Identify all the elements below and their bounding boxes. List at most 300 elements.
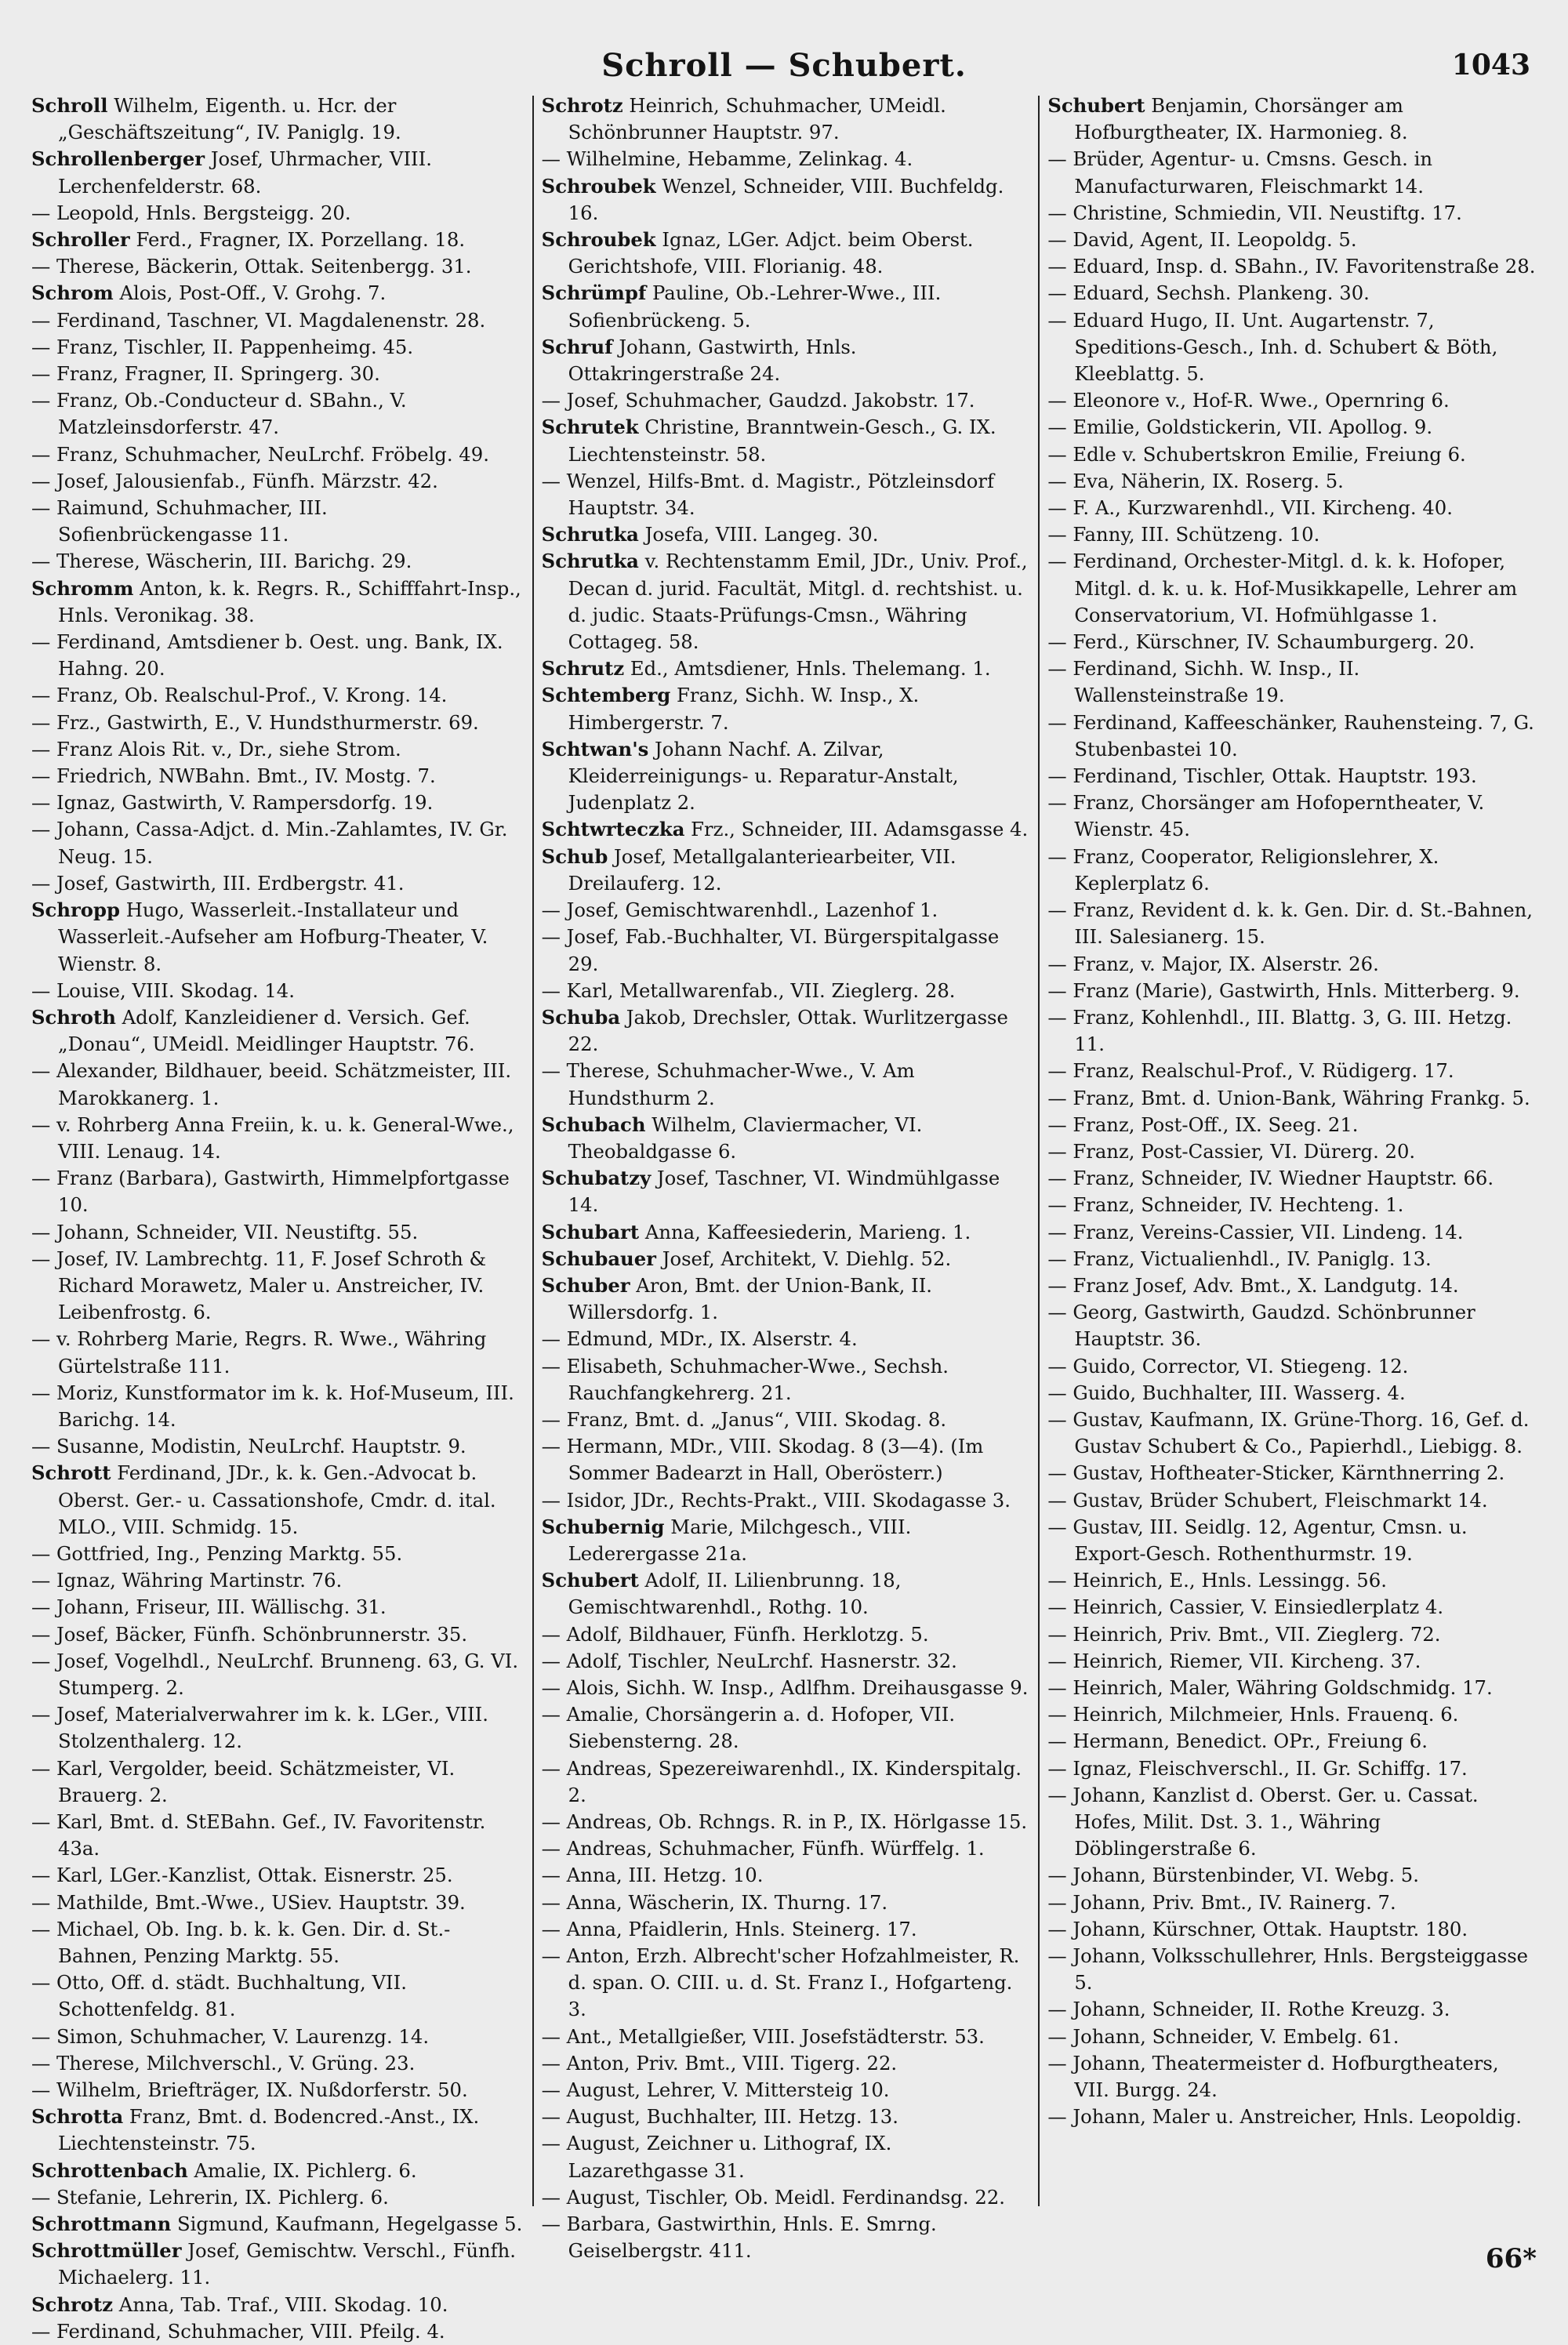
entry-text: — Guido, Corrector, VI. Stiegeng. 12. [1047, 1354, 1409, 1378]
directory-entry [542, 1353, 1031, 1407]
directory-entry [31, 468, 524, 495]
entry-text: — David, Agent, II. Leopoldg. 5. [1047, 228, 1357, 252]
entry-text: — Heinrich, Cassier, V. Einsiedlerplatz 4. [1047, 1595, 1444, 1619]
entry-surname: Schuber [541, 1273, 630, 1297]
entry-text: — Anna, Wäscherin, IX. Thurng. 17. [541, 1890, 888, 1914]
entry-surname: Schropp [31, 898, 120, 922]
entry-surname: Schrutek [541, 416, 639, 439]
entry-text: — Therese, Bäckerin, Ottak. Seitenbergg. 31. [31, 255, 472, 278]
directory-entry [542, 1809, 1031, 1835]
entry-text: — Simon, Schuhmacher, V. Laurenzg. 14. [31, 2024, 430, 2048]
directory-entry [1047, 1085, 1537, 1112]
directory-entry [31, 763, 524, 790]
directory-entry [1047, 1889, 1537, 1916]
entry-text: — Josef, Gastwirth, III. Erdbergstr. 41. [31, 871, 405, 895]
entry-text: — Moriz, Kunstformator im k. k. Hof-Museum, III. Barichg. 14. [31, 1381, 514, 1431]
entry-text: — Anton, Priv. Bmt., VIII. Tigerg. 22. [541, 2051, 898, 2075]
entry-text: — Franz Josef, Adv. Bmt., X. Landgutg. 14. [1047, 1273, 1459, 1297]
directory-entry [1047, 1353, 1537, 1380]
directory-entry [31, 1433, 524, 1460]
directory-entry [31, 93, 524, 146]
entry-text: Josef, Uhrmacher, VIII. Lerchenfelderstr. 68. [58, 147, 432, 198]
directory-entry [542, 521, 1031, 548]
entry-text: — Ant., Metallgießer, VIII. Josefstädterstr. 53. [541, 2024, 985, 2048]
directory-entry [542, 1648, 1031, 1675]
directory-entry [31, 736, 524, 763]
entry-surname: Schroubek [541, 174, 656, 198]
column-1 [24, 93, 532, 2343]
directory-entry [542, 682, 1031, 735]
entry-text: — Karl, Bmt. d. StEBahn. Gef., IV. Favoritenstr. 43a. [31, 1810, 486, 1860]
entry-text: — Johann, Friseur, III. Wällischg. 31. [31, 1595, 387, 1619]
entry-text: Josef, Taschner, VI. Windmühlgasse 14. [568, 1167, 1000, 1217]
directory-entry [1047, 655, 1537, 709]
entry-text: — Franz, Schneider, IV. Wiedner Hauptstr. 66. [1047, 1167, 1494, 1190]
entry-surname: Schubach [541, 1113, 646, 1136]
entry-text: — Christine, Schmiedin, VII. Neustiftg. 17. [1047, 201, 1462, 224]
directory-entry [1047, 951, 1537, 978]
directory-entry [31, 1567, 524, 1594]
entry-text: — Karl, Metallwarenfab., VII. Zieglerg. 28. [541, 978, 956, 1002]
entry-text: Ferdinand, JDr., k. k. Gen.-Advocat b. Oberst. Ger.- u. Cassationshofe, Cmdr. d. ital. MLO., VIII. Schmidg. 15. [58, 1461, 496, 1538]
entry-text: — Josef, Schuhmacher, Gaudzd. Jakobstr. 17. [541, 389, 975, 412]
entry-text: — Therese, Wäscherin, III. Barichg. 29. [31, 550, 412, 573]
directory-entry [31, 200, 524, 227]
entry-surname: Schrotz [541, 94, 623, 117]
directory-entry [1047, 548, 1537, 629]
entry-surname: Schroubek [541, 228, 656, 252]
entry-text: — August, Buchhalter, III. Hetzg. 13. [541, 2105, 898, 2129]
directory-entry [542, 2077, 1031, 2104]
directory-entry [31, 2077, 524, 2104]
directory-entry [1047, 1701, 1537, 1728]
directory-entry [31, 361, 524, 387]
entry-surname: Schtwan's [541, 737, 649, 760]
directory-entry [542, 924, 1031, 977]
entry-text: — Heinrich, E., Hnls. Lessingg. 56. [1047, 1569, 1387, 1592]
entry-text: — Franz, Kohlenhdl., III. Blattg. 3, G. III. Hetzg. 11. [1047, 1005, 1512, 1056]
directory-entry [542, 227, 1031, 280]
directory-entry [31, 629, 524, 682]
directory-entry [31, 1112, 524, 1165]
directory-entry [31, 2104, 524, 2157]
directory-entry [31, 1969, 524, 2023]
directory-entry [542, 173, 1031, 227]
directory-entry [542, 1514, 1031, 1567]
entry-text: — Franz, Ob. Realschul-Prof., V. Krong. 14. [31, 684, 448, 707]
entry-text: — v. Rohrberg Marie, Regrs. R. Wwe., Währing Gürtelstraße 111. [31, 1327, 487, 1378]
directory-entry [542, 414, 1031, 467]
directory-entry [1047, 2050, 1537, 2104]
entry-text: — Franz, Schneider, IV. Hechteng. 1. [1047, 1193, 1404, 1217]
entry-text: — Johann, Schneider, VII. Neustiftg. 55. [31, 1220, 419, 1243]
entry-text: — August, Tischler, Ob. Meidl. Ferdinandsg. 22. [541, 2185, 1006, 2209]
directory-entry [31, 2292, 524, 2318]
entry-text: — v. Rohrberg Anna Freiin, k. u. k. General-Wwe., VIII. Lenaug. 14. [31, 1113, 514, 1163]
directory-entry [542, 468, 1031, 521]
directory-entry [31, 1916, 524, 1969]
entry-text: — Franz Alois Rit. v., Dr., siehe Strom. [31, 737, 401, 760]
entry-text: — Ferd., Kürschner, IV. Schaumburgerg. 20. [1047, 630, 1475, 654]
directory-entry [542, 1058, 1031, 1111]
directory-entry [1047, 844, 1537, 897]
entry-text: — Brüder, Agentur- u. Cmsns. Gesch. in Manufacturwaren, Fleischmarkt 14. [1047, 147, 1433, 198]
entry-text: v. Rechtenstamm Emil, JDr., Univ. Prof., Decan d. jurid. Facultät, Mitgl. d. rechtshist. u. d. judic. Staats-Prüfungs-Cmsn., Währing Cottageg. 58. [568, 550, 1028, 654]
entry-text: — Ferdinand, Schuhmacher, VIII. Pfeilg. 4. [31, 2319, 445, 2343]
directory-entry [542, 1675, 1031, 1701]
entry-text: Adolf, Kanzleidiener d. Versich. Gef. „Donau“, UMeidl. Meidlinger Hauptstr. 76. [58, 1005, 475, 1056]
entry-text: — Franz, Realschul-Prof., V. Rüdigerg. 17. [1047, 1059, 1454, 1083]
directory-entry [1047, 1755, 1537, 1782]
directory-entry [1047, 629, 1537, 655]
entry-text: — Wenzel, Hilfs-Bmt. d. Magistr., Pötzleinsdorf Hauptstr. 34. [541, 469, 995, 520]
directory-entry [31, 495, 524, 548]
entry-text: — Anna, Pfaidlerin, Hnls. Steinerg. 17. [541, 1917, 917, 1940]
entry-text: — Ferdinand, Tischler, Ottak. Hauptstr. 193. [1047, 764, 1477, 788]
directory-entry [1047, 253, 1537, 280]
entry-text: Josef, Metallgalanteriearbeiter, VII. Dreilauferg. 12. [568, 844, 956, 895]
directory-entry [31, 548, 524, 575]
directory-entry [31, 1165, 524, 1218]
entry-text: — Wilhelm, Briefträger, IX. Nußdorferstr. 50. [31, 2078, 468, 2102]
entry-text: — Fanny, III. Schützeng. 10. [1047, 523, 1320, 546]
entry-text: — Josef, Vogelhdl., NeuLrchf. Brunneng. 63, G. VI. Stumperg. 2. [31, 1649, 519, 1699]
directory-entry [31, 334, 524, 361]
entry-text: — Franz, Post-Cassier, VI. Dürerg. 20. [1047, 1139, 1416, 1163]
directory-entry [1047, 1996, 1537, 2023]
entry-text: Anton, k. k. Regrs. R., Schifffahrt-Insp., Hnls. Veronikag. 38. [58, 576, 521, 626]
directory-entry [1047, 1567, 1537, 1594]
entry-text: Christine, Branntwein-Gesch., G. IX. Liechtensteinstr. 58. [568, 416, 996, 466]
directory-entry [31, 2024, 524, 2050]
entry-text: — Emilie, Goldstickerin, VII. Apollog. 9. [1047, 416, 1433, 439]
directory-entry [1047, 1112, 1537, 1138]
entry-text: Ed., Amtsdiener, Hnls. Thelemang. 1. [624, 657, 991, 681]
entry-surname: Schrotta [31, 2105, 124, 2129]
directory-entry [31, 816, 524, 869]
entry-text: — Johann, Volksschullehrer, Hnls. Bergsteiggasse 5. [1047, 1944, 1529, 1995]
directory-entry [31, 253, 524, 280]
entry-text: — Franz, Cooperator, Religionslehrer, X. Keplerplatz 6. [1047, 844, 1439, 895]
entry-surname: Schromm [31, 576, 134, 600]
directory-entry [1047, 1514, 1537, 1567]
entry-text: — Therese, Milchverschl., V. Grüng. 23. [31, 2051, 416, 2075]
directory-entry [31, 1460, 524, 1541]
directory-entry [542, 2104, 1031, 2130]
entry-text: Marie, Milchgesch., VIII. Lederergasse 21a. [568, 1515, 912, 1565]
entry-text: — Eduard Hugo, II. Unt. Augartenstr. 7, Speditions-Gesch., Inh. d. Schubert & Böth, Kleeblattg. 5. [1047, 308, 1498, 386]
directory-entry [1047, 1728, 1537, 1755]
directory-entry [542, 1567, 1031, 1621]
directory-entry [1047, 710, 1537, 763]
directory-entry [31, 2238, 524, 2291]
entry-text: — Ferdinand, Kaffeeschänker, Rauhensteing. 7, G. Stubenbastei 10. [1047, 710, 1534, 760]
entry-text: — Therese, Schuhmacher-Wwe., V. Am Hundsthurm 2. [541, 1059, 915, 1109]
entry-text: — Ignaz, Währing Martinstr. 76. [31, 1569, 343, 1592]
entry-text: Adolf, II. Lilienbrunng. 18, Gemischtwarenhdl., Rothg. 10. [568, 1569, 902, 1619]
entry-text: Wenzel, Schneider, VIII. Buchfeldg. 16. [568, 174, 1004, 224]
entry-text: — Franz, Revident d. k. k. Gen. Dir. d. St.-Bahnen, III. Salesianerg. 15. [1047, 898, 1534, 949]
directory-entry [1047, 1487, 1537, 1514]
directory-entry [542, 1916, 1031, 1943]
entry-text: Josefa, VIII. Langeg. 30. [638, 523, 879, 546]
entry-surname: Schrutka [541, 550, 639, 573]
directory-entry [1047, 1460, 1537, 1486]
entry-surname: Schubatzy [541, 1167, 652, 1190]
directory-entry [1047, 2104, 1537, 2130]
directory-entry [31, 1004, 524, 1058]
entry-text: — Frz., Gastwirth, E., V. Hundsthurmerstr. 69. [31, 710, 479, 734]
entry-text: — Karl, Vergolder, beeid. Schätzmeister, VI. Brauerg. 2. [31, 1756, 456, 1806]
entry-text: — Johann, Kanzlist d. Oberst. Ger. u. Cassat. Hofes, Milit. Dst. 3. 1., Währing Döblingerstraße 6. [1047, 1783, 1479, 1860]
entry-surname: Schtemberg [541, 684, 671, 707]
directory-entry [542, 1004, 1031, 1058]
entry-surname: Schroller [31, 228, 130, 252]
entry-text: — Ignaz, Fleischverschl., II. Gr. Schiffg. 17. [1047, 1756, 1468, 1780]
entry-surname: Schrutz [541, 657, 625, 681]
directory-entry [31, 1541, 524, 1567]
directory-entry [31, 1889, 524, 1916]
directory-entry [31, 1809, 524, 1862]
entry-text: — Eduard, Sechsh. Plankeng. 30. [1047, 281, 1370, 305]
directory-entry [542, 1862, 1031, 1889]
directory-entry [1047, 1165, 1537, 1192]
entry-surname: Schrottmüller [31, 2239, 182, 2263]
entry-surname: Schubert [541, 1569, 639, 1592]
directory-entry [1047, 1782, 1537, 1863]
directory-entry [542, 897, 1031, 924]
entry-text: — Ferdinand, Amtsdiener b. Oest. ung. Bank, IX. Hahng. 20. [31, 630, 503, 681]
entry-text: — Adolf, Tischler, NeuLrchf. Hasnerstr. 32. [541, 1649, 957, 1672]
directory-entry [542, 1487, 1031, 1514]
entry-text: Wilhelm, Claviermacher, VI. Theobaldgasse 6. [568, 1113, 923, 1163]
entry-text: — Alois, Sichh. W. Insp., Adlfhm. Dreihausgasse 9. [541, 1675, 1029, 1699]
entry-text: — Anton, Erzh. Albrecht'scher Hofzahlmeister, R. d. span. O. CIII. u. d. St. Franz I., Hofgarteng. 3. [541, 1944, 1020, 2021]
entry-text: — Adolf, Bildhauer, Fünfh. Herklotzg. 5. [541, 1622, 929, 1646]
directory-entry [542, 548, 1031, 655]
entry-text: — Josef, Materialverwahrer im k. k. LGer., VIII. Stolzenthalerg. 12. [31, 1703, 488, 1753]
directory-entry [1047, 1407, 1537, 1460]
entry-text: — Otto, Off. d. städt. Buchhaltung, VII. Schottenfeldg. 81. [31, 1971, 407, 2021]
entry-text: — August, Zeichner u. Lithograf, IX. Lazarethgasse 31. [541, 2132, 892, 2182]
directory-entry [1047, 1272, 1537, 1299]
entry-text: — Andreas, Spezereiwarenhdl., IX. Kinderspitalg. 2. [541, 1756, 1022, 1806]
entry-surname: Schubernig [541, 1515, 665, 1538]
directory-entry [1047, 1621, 1537, 1648]
column-2 [534, 93, 1039, 2263]
entry-text: — Heinrich, Milchmeier, Hnls. Frauenq. 6. [1047, 1703, 1459, 1726]
entry-surname: Schrollenberger [31, 147, 205, 171]
entry-text: — Karl, LGer.-Kanzlist, Ottak. Eisnerstr. 25. [31, 1864, 453, 1887]
entry-text: Hugo, Wasserleit.-Installateur und Wasserleit.-Aufseher am Hofburg-Theater, V. Wienstr. 8. [58, 898, 488, 975]
entry-text: — Heinrich, Priv. Bmt., VII. Zieglerg. 72. [1047, 1622, 1441, 1646]
directory-entry [1047, 1862, 1537, 1889]
directory-entry [542, 280, 1031, 333]
entry-surname: Schrottmann [31, 2213, 172, 2236]
entry-text: Benjamin, Chorsänger am Hofburgtheater, IX. Harmonieg. 8. [1074, 94, 1408, 144]
directory-entry [1047, 1943, 1537, 1996]
entry-text: — F. A., Kurzwarenhdl., VII. Kircheng. 40. [1047, 496, 1453, 520]
entry-text: — Friedrich, NWBahn. Bmt., IV. Mostg. 7. [31, 764, 436, 788]
entry-text: — Franz, Fragner, II. Springerg. 30. [31, 362, 380, 386]
directory-entry [31, 387, 524, 441]
entry-text: Ignaz, LGer. Adjct. beim Oberst. Gerichtshofe, VIII. Florianig. 48. [568, 228, 974, 278]
entry-text: — Louise, VIII. Skodag. 14. [31, 978, 295, 1002]
directory-entry [1047, 1058, 1537, 1084]
directory-entry [542, 2024, 1031, 2050]
directory-entry [542, 844, 1031, 897]
directory-entry [31, 2184, 524, 2211]
entry-text: — Franz (Marie), Gastwirth, Hnls. Mitterberg. 9. [1047, 978, 1520, 1002]
directory-entry [31, 1058, 524, 1111]
entry-text: Sigmund, Kaufmann, Hegelgasse 5. [171, 2213, 523, 2236]
directory-entry [1047, 227, 1537, 253]
directory-entry [31, 790, 524, 816]
directory-entry [542, 1407, 1031, 1433]
entry-text: — Guido, Buchhalter, III. Wasserg. 4. [1047, 1381, 1406, 1404]
directory-entry [1047, 387, 1537, 414]
entry-text: Anna, Kaffeesiederin, Marieng. 1. [639, 1220, 971, 1243]
entry-text: — Ferdinand, Sichh. W. Insp., II. Wallensteinstraße 19. [1047, 657, 1360, 707]
directory-entry [31, 1755, 524, 1809]
entry-text: Josef, Architekt, V. Diehlg. 52. [655, 1247, 952, 1270]
entry-text: — Mathilde, Bmt.-Wwe., USiev. Hauptstr. 39. [31, 1890, 466, 1914]
entry-text: — Hermann, Benedict. OPr., Freiung 6. [1047, 1730, 1428, 1753]
entry-text: — Eleonore v., Hof-R. Wwe., Opernring 6. [1047, 389, 1450, 412]
entry-surname: Schubart [541, 1220, 640, 1243]
directory-entry [1047, 1594, 1537, 1621]
entry-text: — Eduard, Insp. d. SBahn., IV. Favoritenstraße 28. [1047, 255, 1536, 278]
entry-surname: Schubauer [541, 1247, 656, 1270]
entry-text: — Eva, Näherin, IX. Roserg. 5. [1047, 469, 1344, 492]
entry-text: — Franz, Chorsänger am Hofoperntheater, V. Wienstr. 45. [1047, 791, 1485, 841]
entry-text: — Johann, Cassa-Adjct. d. Min.-Zahlamtes, IV. Gr. Neug. 15. [31, 818, 508, 868]
directory-entry [1047, 441, 1537, 468]
directory-entry [1047, 790, 1537, 843]
entry-text: — Josef, Jalousienfab., Fünfh. Märzstr. 42. [31, 469, 438, 492]
directory-entry [542, 816, 1031, 843]
directory-entry [542, 1943, 1031, 2024]
directory-entry [1047, 146, 1537, 199]
entry-text: Anna, Tab. Traf., VIII. Skodag. 10. [113, 2292, 448, 2316]
directory-entry [1047, 1004, 1537, 1058]
entry-text: — Michael, Ob. Ing. b. k. k. Gen. Dir. d. St.-Bahnen, Penzing Marktg. 55. [31, 1917, 451, 1968]
directory-entry [1047, 1138, 1537, 1165]
entry-text: — Josef, Bäcker, Fünfh. Schönbrunnerstr. 35. [31, 1622, 468, 1646]
entry-text: — Gottfried, Ing., Penzing Marktg. 55. [31, 1541, 403, 1565]
directory-entry [542, 1433, 1031, 1486]
directory-entry [31, 441, 524, 468]
entry-surname: Schub [541, 844, 608, 868]
entry-text: Heinrich, Schuhmacher, UMeidl. Schönbrunner Hauptstr. 97. [568, 94, 946, 144]
directory-entry [31, 307, 524, 334]
directory-entry [542, 93, 1031, 146]
entry-text: — Franz, Post-Off., IX. Seeg. 21. [1047, 1113, 1359, 1136]
directory-entry [31, 1326, 524, 1379]
directory-entry [1047, 978, 1537, 1004]
entry-text: Franz, Sichh. W. Insp., X. Himbergerstr. 7. [568, 684, 920, 734]
directory-entry [542, 1326, 1031, 1352]
entry-text: Franz, Bmt. d. Bodencred.-Anst., IX. Liechtensteinstr. 75. [58, 2105, 480, 2155]
entry-text: — Leopold, Hnls. Bergsteigg. 20. [31, 201, 351, 224]
directory-entry [1047, 414, 1537, 441]
directory-entry [542, 2211, 1031, 2264]
entry-text: — Susanne, Modistin, NeuLrchf. Hauptstr. 9. [31, 1435, 466, 1458]
entry-text: — Raimund, Schuhmacher, III. Sofienbrückengasse 11. [31, 496, 328, 546]
directory-entry [31, 1648, 524, 1701]
directory-entry [31, 2050, 524, 2077]
entry-text: — Alexander, Bildhauer, beeid. Schätzmeister, III. Marokkanerg. 1. [31, 1059, 512, 1109]
directory-entry [31, 1380, 524, 1433]
directory-entry [1047, 1192, 1537, 1218]
directory-entry [542, 1621, 1031, 1648]
directory-entry [542, 1701, 1031, 1755]
entry-text: — Stefanie, Lehrerin, IX. Pichlerg. 6. [31, 2185, 389, 2209]
directory-entry [31, 2211, 524, 2238]
entry-text: — Heinrich, Riemer, VII. Kircheng. 37. [1047, 1649, 1421, 1672]
entry-text: — Franz, Victualienhdl., IV. Paniglg. 13. [1047, 1247, 1432, 1270]
directory-entry [542, 1246, 1031, 1272]
directory-entry [542, 655, 1031, 682]
entry-text: Aron, Bmt. der Union-Bank, II. Willersdorfg. 1. [568, 1273, 933, 1324]
entry-surname: Schrutka [541, 523, 639, 546]
directory-entry [31, 227, 524, 253]
entry-text: — Franz, Tischler, II. Pappenheimg. 45. [31, 335, 414, 358]
entry-text: Pauline, Ob.-Lehrer-Wwe., III. Sofienbrückeng. 5. [568, 281, 942, 332]
directory-entry [542, 1112, 1031, 1165]
directory-entry [31, 146, 524, 199]
entry-text: — Gustav, Kaufmann, IX. Grüne-Thorg. 16, Gef. d. Gustav Schubert & Co., Papierhdl., Liebigg. 8. [1047, 1407, 1530, 1458]
directory-entry [1047, 1648, 1537, 1675]
directory-entry [1047, 93, 1537, 146]
entry-text: — Ferdinand, Orchester-Mitgl. d. k. k. Hofoper, Mitgl. d. k. u. k. Hof-Musikkapelle, Lehrer am Conservatorium, VI. Hofmühlgasse 1. [1047, 550, 1518, 626]
directory-entry [1047, 280, 1537, 307]
directory-entry [542, 1889, 1031, 1916]
directory-entry [1047, 1246, 1537, 1272]
entry-text: — Franz, Bmt. d. „Janus“, VIII. Skodag. 8. [541, 1407, 947, 1431]
directory-entry [542, 387, 1031, 414]
entry-text: Johann Nachf. A. Zilvar, Kleiderreinigungs- u. Reparatur-Anstalt, Judenplatz 2. [568, 737, 959, 815]
entry-text: — Ignaz, Gastwirth, V. Rampersdorfg. 19. [31, 791, 434, 815]
directory-entry [1047, 495, 1537, 521]
directory-entry [31, 870, 524, 897]
directory-entry [1047, 307, 1537, 388]
directory-entry [542, 1835, 1031, 1862]
entry-text: Ferd., Fragner, IX. Porzellang. 18. [129, 228, 466, 252]
entry-text: — Elisabeth, Schuhmacher-Wwe., Sechsh. Rauchfangkehrerg. 21. [541, 1354, 949, 1404]
directory-entry [1047, 468, 1537, 495]
entry-surname: Schruf [541, 335, 613, 358]
directory-entry [31, 682, 524, 709]
directory-entry [31, 575, 524, 629]
directory-entry [1047, 1380, 1537, 1407]
entry-text: Alois, Post-Off., V. Grohg. 7. [113, 281, 387, 305]
entry-text: — Franz, Ob.-Conducteur d. SBahn., V. Matzleinsdorferstr. 47. [31, 389, 407, 439]
directory-entry [31, 1701, 524, 1755]
entry-text: Amalie, IX. Pichlerg. 6. [187, 2158, 417, 2182]
directory-entry [1047, 897, 1537, 950]
directory-entry [31, 978, 524, 1004]
directory-entry [1047, 763, 1537, 790]
entry-text: — Gustav, III. Seidlg. 12, Agentur, Cmsn. u. Export-Gesch. Rothenthurmstr. 19. [1047, 1515, 1468, 1565]
entry-text: — Franz, Bmt. d. Union-Bank, Währing Frankg. 5. [1047, 1086, 1530, 1109]
directory-entry [31, 2158, 524, 2184]
entry-text: — Josef, IV. Lambrechtg. 11, F. Josef Schroth & Richard Morawetz, Maler u. Anstreicher, IV. Leibenfrostg. 6. [31, 1247, 487, 1324]
entry-text: — Georg, Gastwirth, Gaudzd. Schönbrunner Hauptstr. 36. [1047, 1301, 1475, 1351]
entry-text: — Johann, Kürschner, Ottak. Hauptstr. 180. [1047, 1917, 1468, 1940]
entry-text: Frz., Schneider, III. Adamsgasse 4. [684, 818, 1029, 841]
entry-text: — Johann, Priv. Bmt., IV. Rainerg. 7. [1047, 1890, 1396, 1914]
